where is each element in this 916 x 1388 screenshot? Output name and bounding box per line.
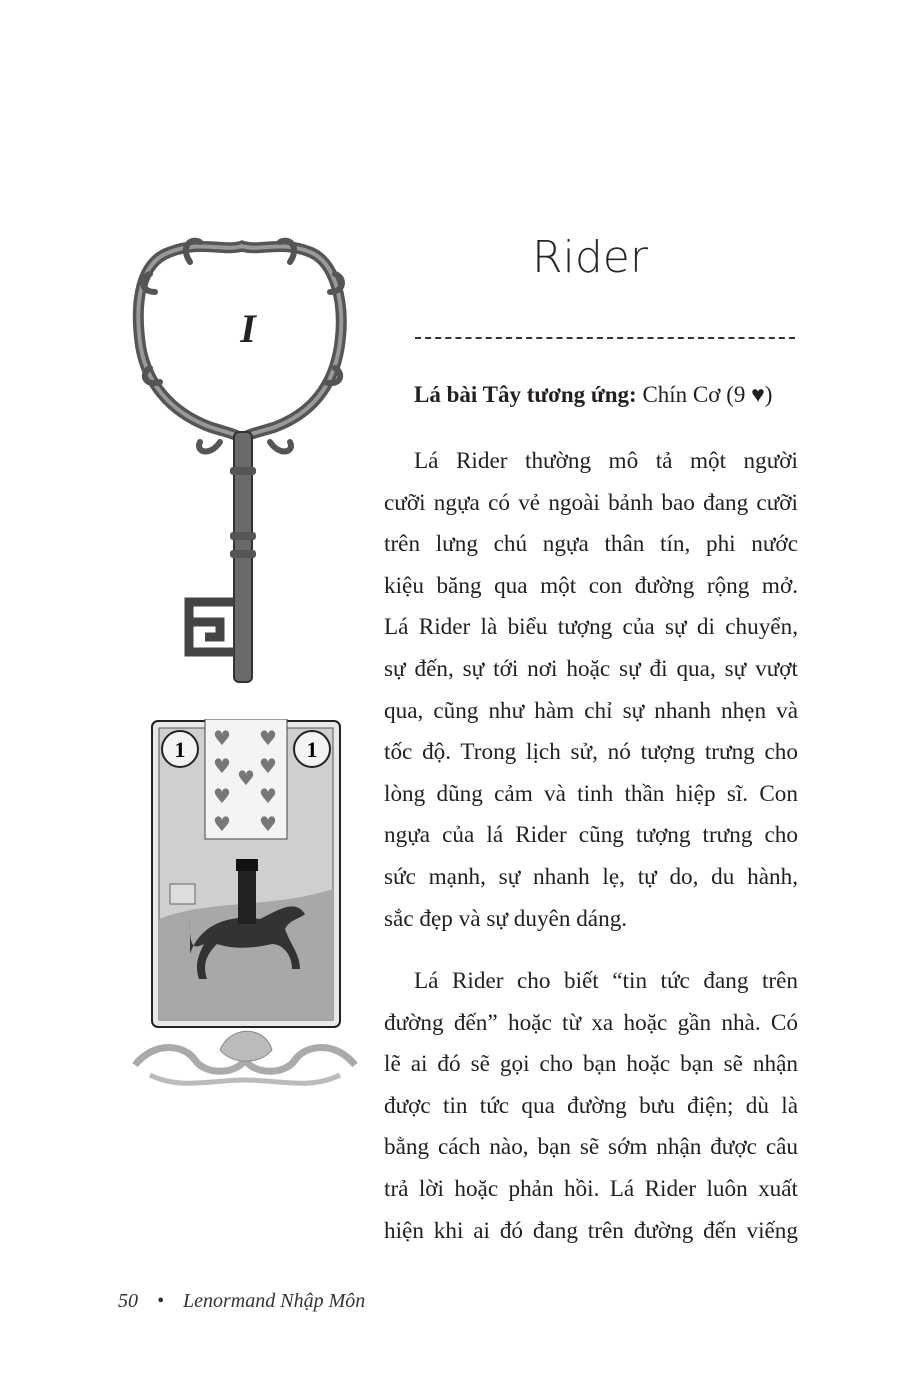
svg-text:♥: ♥	[259, 754, 277, 778]
page-footer	[118, 1290, 379, 1313]
flourish-ornament	[130, 1020, 362, 1095]
card-number-right: 1	[306, 737, 318, 762]
text-line: kiệu băng qua một con đường rộng mở.	[384, 572, 798, 599]
key-numeral: I	[240, 306, 256, 351]
footer-separator: •	[157, 1290, 165, 1312]
text-line: đường đến” hoặc từ xa hoặc gần nhà. Có	[384, 1009, 798, 1036]
text-line: sắc đẹp và sự duyên dáng.	[384, 905, 628, 932]
svg-text:♥: ♥	[259, 726, 277, 750]
correspondence-value: Chín Cơ (9 ♥)	[642, 382, 773, 407]
key-illustration	[130, 232, 360, 692]
text-line: sức mạnh, sự nhanh lẹ, tự do, du hành,	[384, 863, 798, 890]
text-line: lòng dũng cảm và tinh thần hiệp sĩ. Con	[384, 780, 798, 807]
text-line: Lá Rider là biểu tượng của sự di chuyển,	[384, 614, 798, 641]
page-title: Rider	[532, 232, 648, 283]
page-number: 50	[118, 1290, 138, 1312]
card-number-left: 1	[174, 737, 186, 762]
book-title: Lenormand Nhập Môn	[183, 1290, 366, 1312]
dashed-divider	[415, 337, 795, 339]
svg-text:♥: ♥	[213, 754, 231, 778]
lenormand-card	[150, 719, 342, 1029]
paragraph-1	[384, 441, 798, 940]
text-line: tốc độ. Trong lịch sử, nó tượng trưng cho	[384, 739, 798, 766]
text-line: lẽ ai đó sẽ gọi cho bạn hoặc bạn sẽ nhận	[384, 1051, 798, 1078]
svg-text:♥: ♥	[213, 784, 231, 808]
svg-text:♥: ♥	[259, 784, 277, 808]
paragraph-2	[384, 961, 798, 1252]
text-line: cưỡi ngựa có vẻ ngoài bảnh bao đang cưỡi	[384, 489, 798, 516]
text-line: bằng cách nào, bạn sẽ sớm nhận được câu	[384, 1134, 798, 1161]
text-line: trên lưng chú ngựa thân tín, phi nước	[384, 531, 798, 558]
text-line: Lá Rider thường mô tả một người	[414, 448, 798, 474]
svg-text:♥: ♥	[237, 766, 255, 790]
text-line: trả lời hoặc phản hồi. Lá Rider luôn xuất	[384, 1175, 798, 1202]
card-correspondence	[414, 382, 772, 408]
svg-text:♥: ♥	[213, 726, 231, 750]
svg-text:♥: ♥	[259, 812, 277, 836]
text-line: sự đến, sự tới nơi hoặc sự đi qua, sự vượt	[384, 655, 798, 682]
text-line: hiện khi ai đó đang trên đường đến viếng	[384, 1217, 798, 1244]
svg-text:♥: ♥	[213, 812, 231, 836]
correspondence-label: Lá bài Tây tương ứng:	[414, 382, 637, 407]
text-line: Lá Rider cho biết “tin tức đang trên	[414, 968, 798, 994]
text-line: ngựa của lá Rider cũng tượng trưng cho	[384, 822, 798, 849]
text-line: được tin tức qua đường bưu điện; dù là	[384, 1092, 798, 1119]
text-line: qua, cũng như hàm chỉ sự nhanh nhẹn và	[384, 697, 798, 724]
